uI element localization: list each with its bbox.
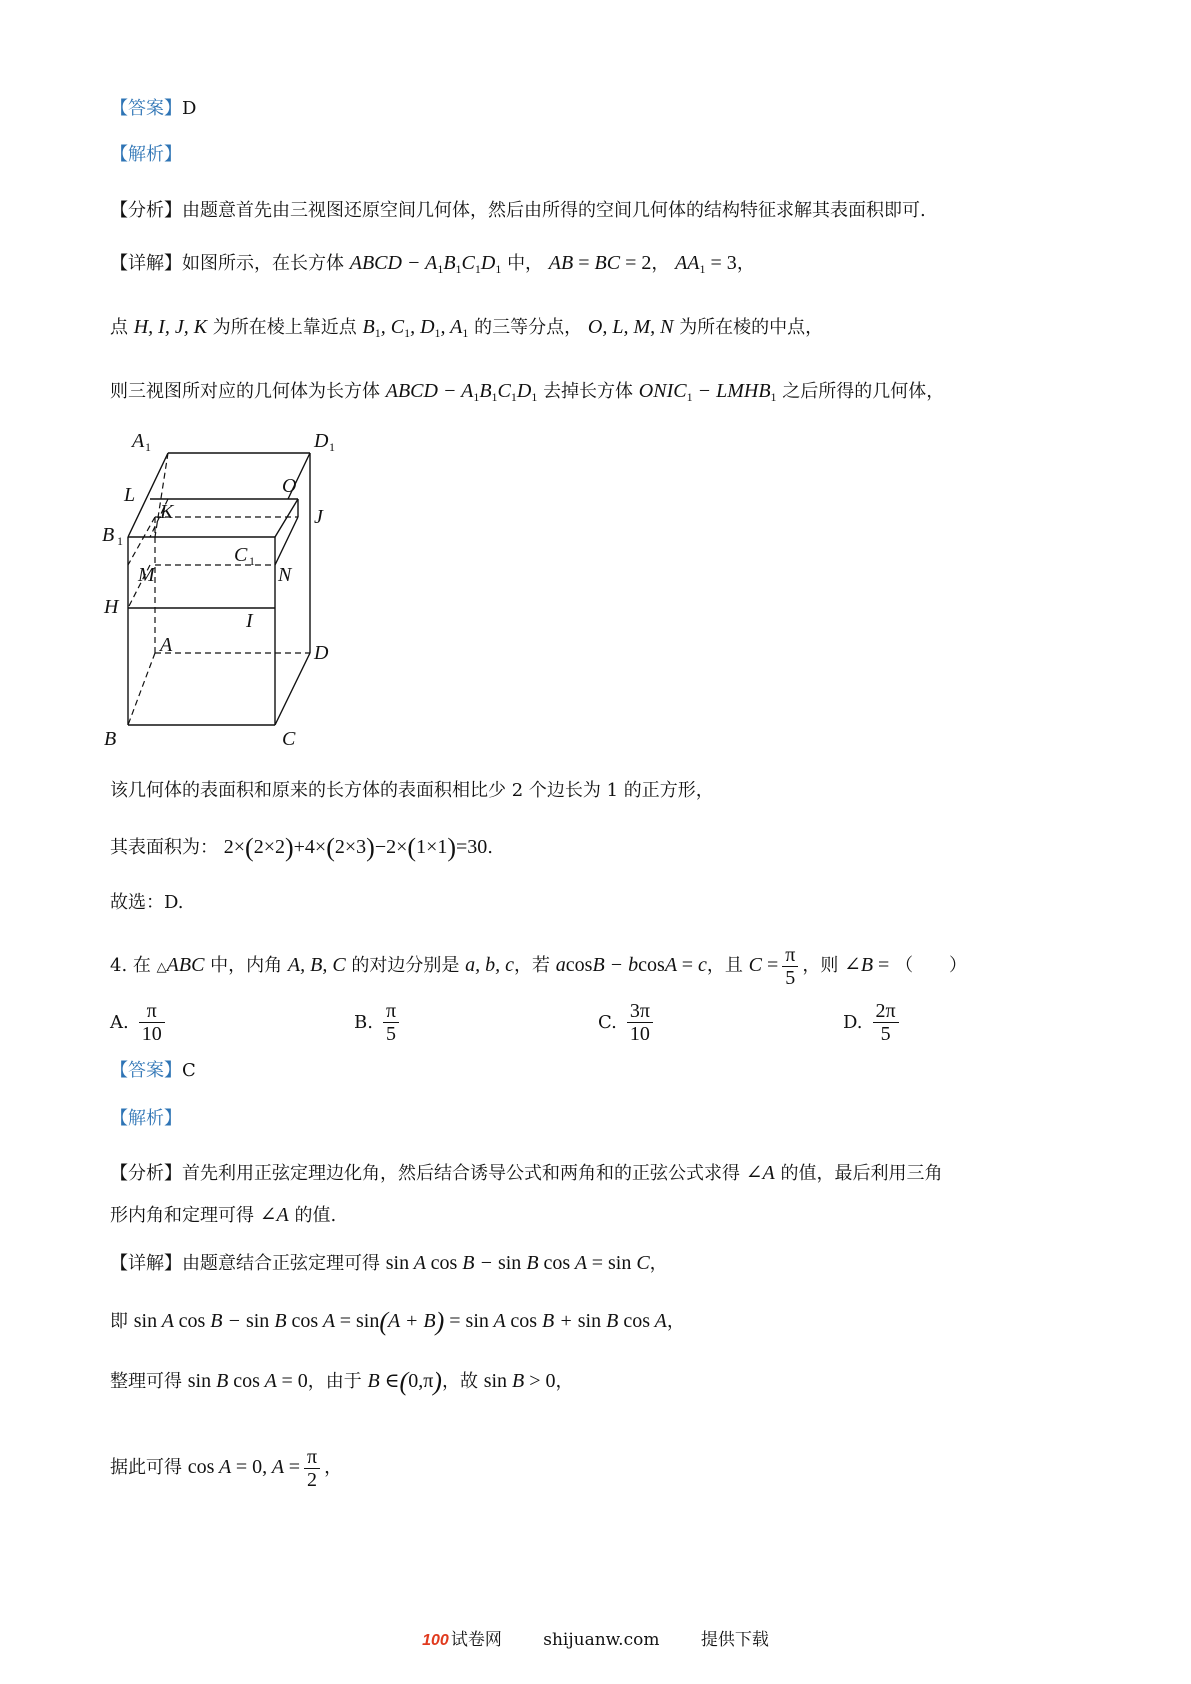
math-expansion: sin A cos B − sin B cos A = sin(A + B) = sin A cos B + sin B cos A [133,1307,667,1336]
text: ，且 [706,955,743,976]
q3-detail-line-6 [110,890,184,916]
q3-detail-line-1 [110,250,755,282]
label-A1: A [132,430,145,452]
text: . [487,837,494,858]
text: 的值，最后利用三角 [780,1163,943,1184]
math-sides: a, b, c [465,954,515,976]
label-H: H [104,596,119,618]
q3-jiexi-line [110,142,182,168]
math-cosa-zero: cos A = 0, A = [187,1456,300,1478]
q3-fenxi-line [110,198,926,224]
math-ab-bc: AB = BC = 2 [548,252,652,274]
text: 中， [507,253,544,274]
text: ， [555,1371,574,1392]
math-sinb-positive: sin B > 0 [483,1370,556,1392]
label-D1: D [314,430,329,452]
q4-detail-line-2 [110,1308,685,1335]
q4-fenxi-line-2 [110,1202,336,1229]
q3-detail-line-3 [110,378,944,410]
text: ， [324,1457,343,1478]
text: ， [651,253,670,274]
math-cuboid: ABCD − $A_1B_1C_1D_1$ [349,252,502,276]
text: 之后所得的几何体， [782,381,945,402]
text: 4. 在 [110,955,151,976]
math-condition: acosB − bcosA = c [555,954,707,976]
text: 点 [110,317,128,338]
text: 为所在棱的中点， [679,317,824,338]
text: 则三视图所对应的几何体为长方体 [110,381,380,402]
q3-detail-line-4 [110,778,714,804]
cuboid-figure [102,425,348,765]
text: ，由于 [307,1371,362,1392]
text: ， [649,1253,668,1274]
q3-detail-line-5 [110,834,493,861]
math-angle-A: ∠A [259,1204,289,1226]
math-olmn: O, L, M, N [587,316,674,338]
page-footer [0,1625,1191,1650]
option-b[interactable] [354,1000,403,1045]
option-label: D. [843,1012,863,1033]
math-sinb-cosa: sin B cos A = 0 [187,1370,308,1392]
text: 的对边分别是 [351,955,460,976]
q4-detail-line-4 [110,1442,342,1493]
text: 为所在棱上靠近点 [212,317,357,338]
jiexi-tag: 【解析】 [110,1108,182,1129]
math-cuboid-removed: $ONIC_1$ − $LMHB_1$ [638,380,777,404]
text: 由题意结合正弦定理可得 [182,1253,380,1274]
text: （ ） [895,955,968,976]
text: 形内角和定理可得 [110,1205,254,1226]
q3-answer-line [110,96,196,122]
text: 故选：D. [110,892,184,913]
math-aa1: $AA_1 = 3$ [675,252,737,276]
math-sine-law: sin A cos B − sin B cos A = sin C [385,1252,650,1274]
label-A: A [160,634,173,656]
fraction-pi-2: $\frac{\pi}{2}$ [304,1446,320,1491]
label-D: D [314,642,329,664]
xiangjie-tag: 【详解】 [110,253,182,274]
option-label: A. [110,1012,129,1033]
math-points-1: $B_1$, $C_1$, $D_1$, $A_1$ [362,316,469,340]
math-surface-area: 2×(2×2)+4×(2×3)−2×(1×1)=30 [223,833,488,862]
answer-tag: 【答案】 [110,1060,182,1081]
answer-tag: 【答案】 [110,98,182,119]
label-C1: C [234,544,248,566]
footer-note: 提供下载 [700,1630,769,1650]
xiangjie-tag: 【详解】 [110,1253,182,1274]
label-C: C [282,728,296,750]
answer-value: C [182,1060,196,1081]
text: 去掉长方体 [543,381,634,402]
option-label: B. [354,1012,373,1033]
fenxi-tag: 【分析】 [110,200,182,221]
option-c[interactable] [598,1000,657,1045]
label-J: J [314,506,323,528]
option-d[interactable] [843,1000,903,1045]
text: 即 [110,1311,128,1332]
label-M: M [138,564,155,586]
sub-D1: 1 [329,440,335,454]
text: 的值. [294,1205,337,1226]
q4-fenxi-line-1 [110,1160,942,1187]
text: 的三等分点， [474,317,583,338]
math-hijk: H, I, J, K [133,316,208,338]
jiexi-tag: 【解析】 [110,144,182,165]
math-triangle: △ABC [156,954,205,976]
label-N: N [278,564,292,586]
text: 如图所示，在长方体 [182,253,344,274]
text: ， [736,253,755,274]
text: 中，内角 [210,955,283,976]
option-fraction: $\frac{\pi}{10}$ [139,1000,165,1045]
fenxi-text: 由题意首先由三视图还原空间几何体，然后由所得的空间几何体的结构特征求解其表面积即可. [182,200,926,221]
label-B1: B [102,524,115,546]
option-a[interactable] [110,1000,169,1045]
text: ，则 [802,955,839,976]
q4-detail-line-3 [110,1368,574,1395]
text: 首先利用正弦定理边化角，然后结合诱导公式和两角和的正弦公式求得 [182,1163,740,1184]
text: 该几何体的表面积和原来的长方体的表面积相比少 2 个边长为 1 的正方形， [110,780,714,801]
label-B: B [104,728,117,750]
fenxi-tag: 【分析】 [110,1163,182,1184]
footer-site-name: 试卷网 [450,1630,502,1650]
text: ，若 [514,955,551,976]
q3-detail-line-2 [110,314,823,346]
q4-answer-line [110,1058,196,1084]
text: 整理可得 [110,1371,182,1392]
sub-C1: 1 [249,554,255,568]
math-cuboid-2: ABCD − $A_1B_1C_1D_1$ [385,380,538,404]
label-K: K [160,501,174,523]
option-fraction: $\frac{2\pi}{5}$ [873,1000,899,1045]
math-angles: A, B, C [287,954,346,976]
q4-detail-line-1 [110,1250,668,1277]
q4-stem [110,940,967,992]
math-angle-B: ∠B = [844,954,890,976]
text: 据此可得 [110,1457,182,1478]
answer-value: D [182,98,197,119]
sub-B1: 1 [117,534,123,548]
math-angle-A: ∠A [745,1162,775,1184]
logo-100: 100 [422,1632,449,1649]
label-O: O [282,475,297,497]
label-L: L [124,484,136,506]
option-fraction: $\frac{\pi}{5}$ [383,1000,399,1045]
text: 其表面积为： [110,837,218,858]
q4-jiexi-line [110,1106,182,1132]
footer-domain[interactable]: shijuanw.com [543,1630,660,1650]
fraction-pi-5: $\frac{\pi}{5}$ [782,944,798,989]
text: ，故 [441,1371,478,1392]
sub-A1: 1 [145,440,151,454]
label-I: I [246,610,253,632]
math-C-value: C = [748,954,779,976]
option-label: C. [598,1012,617,1033]
text: ， [666,1311,685,1332]
math-b-range: B ∈(0,π) [367,1367,442,1396]
option-fraction: $\frac{3\pi}{10}$ [627,1000,653,1045]
